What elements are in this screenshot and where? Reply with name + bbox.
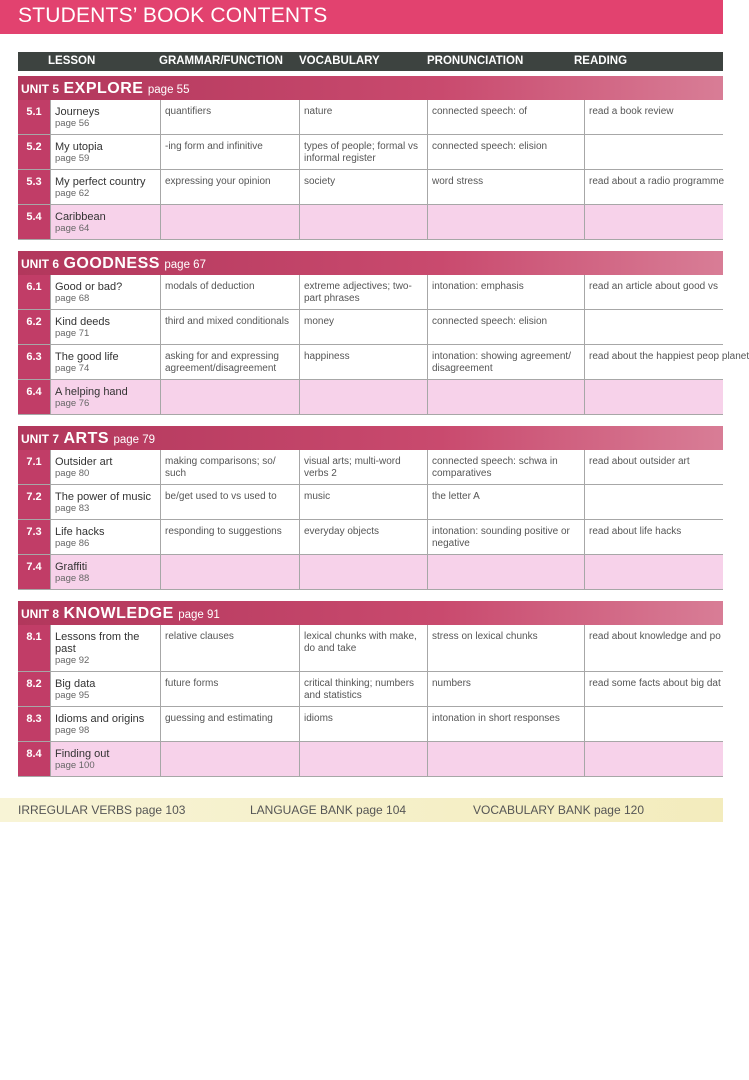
unit-name: EXPLORE (63, 80, 144, 97)
pronunciation-cell: intonation: showing agreement/ disagreement (427, 345, 584, 379)
pronunciation-cell: connected speech: of (427, 100, 584, 134)
lesson-title: Lessons from the past (55, 631, 140, 655)
lesson-page: page 74 (55, 363, 90, 374)
pronunciation-cell: connected speech: elision (427, 310, 584, 344)
reading-cell: read about the happiest peop planet (584, 345, 723, 379)
grammar-cell: making comparisons; so/ such (160, 450, 299, 484)
vocabulary-cell: critical thinking; numbers and statistics (299, 672, 427, 706)
column-header-lesson: LESSON (48, 55, 96, 67)
lesson-title: The power of music (55, 491, 151, 503)
lesson-number: 8.3 (18, 707, 50, 741)
lesson-cell (50, 742, 160, 776)
pronunciation-cell (427, 205, 584, 239)
lesson-number: 5.2 (18, 135, 50, 169)
reading-cell: read about outsider art (584, 450, 723, 484)
reading-cell (584, 555, 723, 589)
lesson-number: 6.4 (18, 380, 50, 414)
lesson-number: 6.3 (18, 345, 50, 379)
lesson-title: Life hacks (55, 526, 105, 538)
footer-irregular-verbs: IRREGULAR VERBS page 103 (18, 803, 186, 817)
unit-header (18, 601, 723, 625)
footer-language-bank: LANGUAGE BANK page 104 (250, 803, 407, 817)
reading-cell (584, 707, 723, 741)
pronunciation-cell: connected speech: elision (427, 135, 584, 169)
grammar-cell: -ing form and infinitive (160, 135, 299, 169)
pronunciation-cell (427, 555, 584, 589)
reading-cell (584, 380, 723, 414)
lesson-page: page 95 (55, 690, 90, 701)
pronunciation-cell: intonation: sounding positive or negative (427, 520, 584, 554)
column-header-reading: READING (574, 55, 628, 67)
pronunciation-cell (427, 742, 584, 776)
lesson-cell (50, 520, 160, 554)
grammar-cell: guessing and estimating (160, 707, 299, 741)
lesson-page: page 92 (55, 655, 90, 666)
lesson-page: page 83 (55, 503, 90, 514)
lesson-number: 7.3 (18, 520, 50, 554)
lesson-cell (50, 345, 160, 379)
lesson-number: 8.2 (18, 672, 50, 706)
vocabulary-cell: society (299, 170, 427, 204)
lesson-page: page 64 (55, 223, 90, 234)
unit-page: page 79 (113, 434, 156, 446)
reading-cell (584, 742, 723, 776)
unit-page: page 91 (178, 609, 220, 621)
pronunciation-cell: intonation in short responses (427, 707, 584, 741)
lesson-title: Finding out (55, 748, 110, 760)
lesson-cell (50, 672, 160, 706)
grammar-cell (160, 205, 299, 239)
reading-cell: read about knowledge and po (584, 625, 723, 671)
unit-header (18, 426, 723, 450)
table-row (18, 672, 723, 707)
lesson-title: Big data (55, 678, 96, 690)
lesson-title: My perfect country (55, 176, 146, 188)
lesson-number: 8.1 (18, 625, 50, 671)
vocabulary-cell: everyday objects (299, 520, 427, 554)
vocabulary-cell: types of people; formal vs informal register (299, 135, 427, 169)
table-row (18, 485, 723, 520)
lesson-page: page 76 (55, 398, 90, 409)
lesson-page: page 86 (55, 538, 90, 549)
pronunciation-cell: connected speech: schwa in comparatives (427, 450, 584, 484)
table-row (18, 450, 723, 485)
table-row (18, 135, 723, 170)
pronunciation-cell: stress on lexical chunks (427, 625, 584, 671)
reading-cell (584, 205, 723, 239)
lesson-cell (50, 310, 160, 344)
pronunciation-cell (427, 380, 584, 414)
table-row (18, 205, 723, 240)
pronunciation-cell: numbers (427, 672, 584, 706)
table-row (18, 345, 749, 380)
lesson-cell (50, 485, 160, 519)
lesson-number: 5.3 (18, 170, 50, 204)
table-row (18, 275, 723, 310)
lesson-title: Kind deeds (55, 316, 111, 328)
lesson-title: Idioms and origins (55, 713, 145, 725)
pronunciation-cell: the letter A (427, 485, 584, 519)
reading-cell: read a book review (584, 100, 723, 134)
lesson-title: My utopia (55, 141, 103, 153)
vocabulary-cell: idioms (299, 707, 427, 741)
lesson-title: Journeys (55, 106, 100, 118)
lesson-cell (50, 625, 160, 671)
lesson-cell (50, 205, 160, 239)
lesson-cell (50, 275, 160, 309)
lesson-number: 8.4 (18, 742, 50, 776)
vocabulary-cell (299, 742, 427, 776)
lesson-cell (50, 100, 160, 134)
reading-cell: read about life hacks (584, 520, 723, 554)
vocabulary-cell: nature (299, 100, 427, 134)
table-row (18, 100, 723, 135)
lesson-number: 5.4 (18, 205, 50, 239)
table-row (18, 742, 723, 777)
lesson-number: 6.1 (18, 275, 50, 309)
unit-name: ARTS (63, 430, 110, 447)
vocabulary-cell: money (299, 310, 427, 344)
column-header-row (18, 52, 723, 71)
page-title: STUDENTS’ BOOK CONTENTS (18, 4, 328, 27)
reading-cell (584, 310, 723, 344)
lesson-page: page 62 (55, 188, 90, 199)
lesson-page: page 80 (55, 468, 90, 479)
table-row (18, 310, 723, 345)
lesson-number: 7.1 (18, 450, 50, 484)
lesson-number: 6.2 (18, 310, 50, 344)
grammar-cell: future forms (160, 672, 299, 706)
grammar-cell: modals of deduction (160, 275, 299, 309)
unit-label: UNIT 7 (21, 432, 60, 446)
unit-page: page 55 (147, 84, 190, 96)
lesson-title: A helping hand (55, 386, 128, 398)
unit-header (18, 251, 723, 275)
table-row (18, 707, 723, 742)
lesson-title: Good or bad? (55, 281, 123, 293)
lesson-page: page 88 (55, 573, 90, 584)
lesson-title: The good life (55, 351, 119, 363)
column-header-grammar: GRAMMAR/FUNCTION (159, 55, 283, 67)
table-row (18, 380, 723, 415)
lesson-title: Graffiti (55, 561, 88, 573)
lesson-page: page 98 (55, 725, 90, 736)
column-header-vocabulary: VOCABULARY (299, 55, 380, 67)
page-title-bar (0, 0, 723, 34)
column-header-pronunciation: PRONUNCIATION (427, 55, 524, 67)
lesson-title: Caribbean (55, 211, 106, 223)
grammar-cell: expressing your opinion (160, 170, 299, 204)
vocabulary-cell: extreme adjectives; two-part phrases (299, 275, 427, 309)
vocabulary-cell (299, 380, 427, 414)
pronunciation-cell: intonation: emphasis (427, 275, 584, 309)
unit-label: UNIT 6 (21, 257, 60, 271)
table-row (18, 170, 723, 205)
table-row (18, 625, 723, 672)
lesson-number: 5.1 (18, 100, 50, 134)
lesson-cell (50, 555, 160, 589)
grammar-cell: responding to suggestions (160, 520, 299, 554)
reading-cell: read about a radio programme (584, 170, 723, 204)
lesson-page: page 59 (55, 153, 90, 164)
vocabulary-cell: happiness (299, 345, 427, 379)
lesson-cell (50, 380, 160, 414)
lesson-cell (50, 170, 160, 204)
vocabulary-cell (299, 555, 427, 589)
lesson-cell (50, 135, 160, 169)
lesson-page: page 100 (55, 760, 95, 771)
reading-cell (584, 485, 723, 519)
grammar-cell: relative clauses (160, 625, 299, 671)
footer-bar (0, 798, 723, 822)
vocabulary-cell: lexical chunks with make, do and take (299, 625, 427, 671)
grammar-cell (160, 380, 299, 414)
reading-cell: read some facts about big dat (584, 672, 723, 706)
lesson-title: Outsider art (55, 456, 113, 468)
vocabulary-cell: visual arts; multi-word verbs 2 (299, 450, 427, 484)
grammar-cell: asking for and expressing agreement/disagreement (160, 345, 299, 379)
lesson-number: 7.4 (18, 555, 50, 589)
vocabulary-cell (299, 205, 427, 239)
grammar-cell (160, 555, 299, 589)
unit-name: GOODNESS (63, 255, 160, 272)
grammar-cell: quantifiers (160, 100, 299, 134)
table-row (18, 520, 723, 555)
lesson-page: page 56 (55, 118, 90, 129)
grammar-cell: be/get used to vs used to (160, 485, 299, 519)
lesson-page: page 71 (55, 328, 90, 339)
unit-header (18, 76, 723, 100)
reading-cell (584, 135, 723, 169)
lesson-number: 7.2 (18, 485, 50, 519)
reading-cell: read an article about good vs (584, 275, 723, 309)
table-row (18, 555, 723, 590)
unit-page: page 67 (164, 259, 206, 271)
lesson-page: page 68 (55, 293, 90, 304)
lesson-cell (50, 707, 160, 741)
grammar-cell: third and mixed conditionals (160, 310, 299, 344)
unit-label: UNIT 5 (21, 82, 60, 96)
vocabulary-cell: music (299, 485, 427, 519)
footer-vocabulary-bank: VOCABULARY BANK page 120 (473, 803, 644, 817)
grammar-cell (160, 742, 299, 776)
unit-name: KNOWLEDGE (63, 605, 174, 622)
lesson-cell (50, 450, 160, 484)
unit-label: UNIT 8 (21, 607, 60, 621)
pronunciation-cell: word stress (427, 170, 584, 204)
